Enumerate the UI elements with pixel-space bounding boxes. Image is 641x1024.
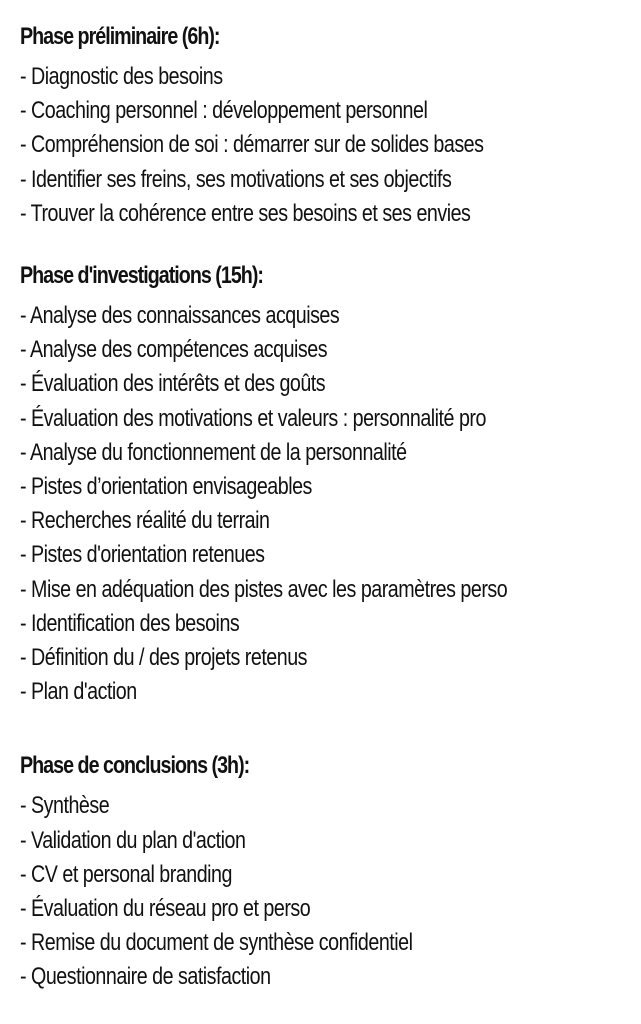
section-phase-conclusions (20, 751, 635, 994)
list-item: - Questionnaire de satisfaction (20, 963, 271, 991)
list-item: - Mise en adéquation des pistes avec les paramètres perso (20, 575, 508, 603)
list-item: - Pistes d'orientation retenues (20, 541, 265, 569)
list-item: - CV et personal branding (20, 860, 232, 888)
section-heading: Phase d'investigations (15h): (20, 262, 263, 290)
list-item: - Analyse du fonctionnement de la personnalité (20, 438, 407, 466)
list-item: - Remise du document de synthèse confidentiel (20, 929, 413, 957)
list-item: - Identifier ses freins, ses motivations et ses objectifs (20, 165, 452, 193)
list-item: - Identification des besoins (20, 609, 240, 637)
list-item: - Synthèse (20, 792, 110, 820)
section-heading: Phase préliminaire (6h): (20, 23, 220, 50)
section-heading: Phase de conclusions (3h): (20, 752, 250, 780)
section-phase-investigations (20, 261, 635, 709)
list-item: - Validation du plan d'action (20, 826, 246, 854)
list-item: - Pistes d’orientation envisageables (20, 473, 312, 501)
list-item: - Définition du / des projets retenus (20, 644, 307, 672)
list-item: - Évaluation des intérêts et des goûts (20, 370, 326, 398)
list-item: - Diagnostic des besoins (20, 63, 223, 90)
list-item: - Évaluation du réseau pro et perso (20, 895, 311, 923)
program-document (20, 20, 635, 995)
list-item: - Coaching personnel : développement personnel (20, 97, 428, 125)
list-item: - Trouver la cohérence entre ses besoins et ses envies (20, 199, 471, 227)
list-item: - Évaluation des motivations et valeurs : personnalité pro (20, 404, 486, 432)
list-item: - Compréhension de soi : démarrer sur de solides bases (20, 131, 484, 159)
list-item: - Plan d'action (20, 678, 137, 706)
list-item: - Analyse des connaissances acquises (20, 302, 340, 330)
list-item: - Analyse des compétences acquises (20, 336, 328, 364)
list-item: - Recherches réalité du terrain (20, 507, 270, 535)
section-phase-preliminaire (20, 22, 635, 231)
